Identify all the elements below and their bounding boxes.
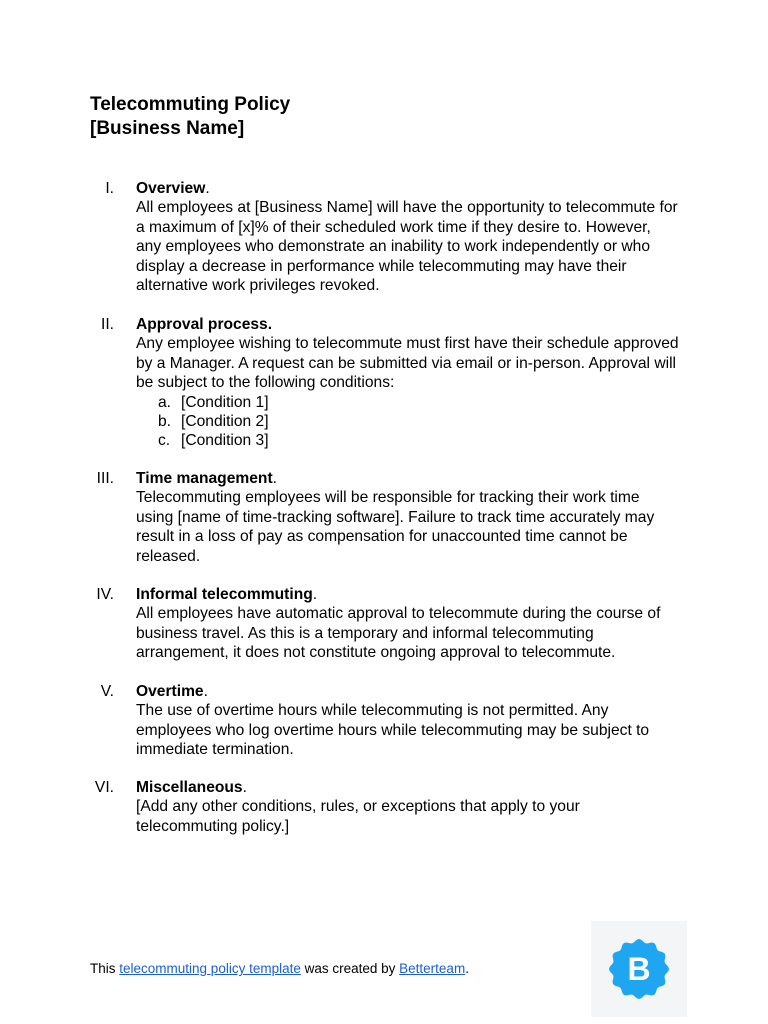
- section-body: Telecommuting employees will be responsible for tracking their work time using [name of time-tracking software]. Failure to track time accurately may result in a loss of pay as compensation for unaccounted time cannot be released.: [136, 489, 655, 565]
- template-link[interactable]: telecommuting policy template: [119, 961, 301, 976]
- section-overview: [90, 179, 680, 295]
- betterteam-link[interactable]: Betterteam: [399, 961, 466, 976]
- section-miscellaneous: [90, 778, 680, 836]
- section-numeral: I.: [105, 180, 114, 197]
- betterteam-logo[interactable]: [591, 921, 687, 1017]
- section-heading: Approval process.: [136, 316, 273, 333]
- section-body: Any employee wishing to telecommute must first have their schedule approved by a Manager. A request can be submitted via email or in-person. Approval will be subject to the following conditions:: [136, 335, 679, 392]
- section-heading: Overtime.: [136, 683, 208, 700]
- section-numeral: III.: [96, 470, 114, 487]
- footer-credit: This telecommuting policy template was created by Betterteam.: [90, 961, 469, 976]
- section-overtime: [90, 682, 680, 760]
- document-title: Telecommuting Policy: [90, 94, 291, 115]
- section-numeral: V.: [100, 683, 114, 700]
- logo-letter: B: [627, 951, 651, 987]
- section-numeral: VI.: [94, 779, 114, 796]
- page-title: [90, 93, 290, 141]
- section-heading: Informal telecommuting.: [136, 586, 318, 603]
- business-name-placeholder: [Business Name]: [90, 118, 245, 139]
- section-approval-process: [90, 315, 680, 451]
- section-heading: Miscellaneous.: [136, 779, 247, 796]
- list-item: b. [Condition 2]: [158, 413, 269, 431]
- section-body: All employees at [Business Name] will have the opportunity to telecommute for a maximum of [x]% of their scheduled work time if they desire to. However, any employees who demonstrate an inability to work independently or who display a decrease in performance while telecommuting may have their alternative work privileges revoked.: [136, 199, 678, 295]
- section-time-management: [90, 469, 680, 566]
- list-item: a. [Condition 1]: [158, 393, 269, 411]
- section-heading: Time management.: [136, 470, 277, 487]
- section-body: The use of overtime hours while telecommuting is not permitted. Any employees who log overtime hours while telecommuting may be subject to immediate termination.: [136, 702, 650, 759]
- conditions-list: [158, 393, 680, 451]
- section-heading: Overview.: [136, 180, 210, 197]
- section-numeral: II.: [101, 316, 114, 333]
- section-body: [Add any other conditions, rules, or exceptions that apply to your telecommuting policy.]: [136, 798, 580, 835]
- section-numeral: IV.: [96, 586, 114, 603]
- list-item: c. [Condition 3]: [158, 432, 269, 450]
- section-informal-telecommuting: [90, 585, 680, 663]
- betterteam-badge-icon: [608, 938, 670, 1000]
- section-body: All employees have automatic approval to telecommute during the course of business travel. As this is a temporary and informal telecommuting arrangement, it does not constitute ongoing approval to telecommute.: [136, 605, 661, 662]
